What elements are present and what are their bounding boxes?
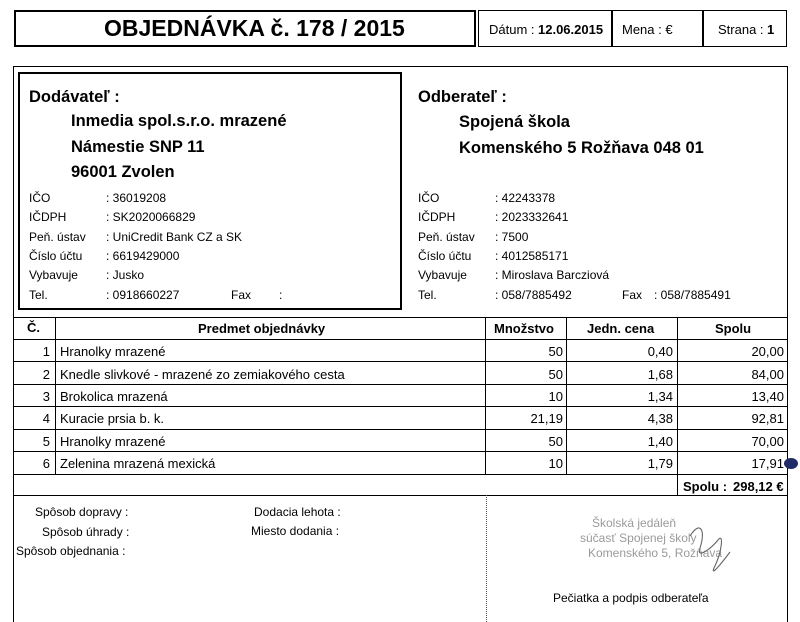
col-header-qty: Množstvo: [494, 321, 554, 336]
supplier-field-label: IČO: [29, 191, 51, 205]
supplier-field-label: IČDPH: [29, 210, 67, 224]
row-number: 2: [42, 367, 50, 382]
stamp-line: Komenského 5, Rožňava: [588, 546, 723, 560]
row-total: 84,00: [751, 367, 784, 382]
row-price: 1,34: [647, 389, 673, 404]
signature-label: Pečiatka a podpis odberateľa: [553, 591, 709, 605]
supplier-name: Inmedia spol.s.r.o. mrazené: [71, 112, 287, 130]
row-qty: 50: [548, 344, 563, 359]
sum-value: 298,12 €: [733, 479, 784, 494]
row-item: Hranolky mrazené: [60, 344, 166, 359]
supplier-field-label: Peň. ústav: [29, 230, 86, 244]
customer-field-label: Tel.: [418, 288, 437, 302]
customer-field-value: : 2023332641: [495, 210, 569, 224]
row-price: 1,68: [647, 367, 673, 382]
supplier-field-value: : UniCredit Bank CZ a SK: [106, 230, 243, 244]
supplier-city: 96001 Zvolen: [71, 163, 175, 181]
customer-field-label: Peň. ústav: [418, 230, 475, 244]
page-label: Strana :: [718, 22, 764, 37]
row-number: 6: [42, 456, 50, 471]
customer-field-label: Číslo účtu: [418, 249, 472, 263]
customer-field-value: : 058/7885492: [495, 288, 572, 302]
row-qty: 10: [548, 456, 563, 471]
supplier-field-value: : 6619429000: [106, 249, 180, 263]
customer-heading: Odberateľ :: [418, 88, 507, 106]
transport-label: Spôsob dopravy :: [35, 505, 129, 519]
row-item: Knedle slivkové - mrazené zo zemiakového cesta: [60, 367, 345, 382]
customer-field-label: Vybavuje: [418, 268, 467, 282]
supplier-field-value: : SK2020066829: [106, 210, 196, 224]
row-number: 3: [42, 389, 50, 404]
row-item: Zelenina mrazená mexická: [60, 456, 216, 471]
row-number: 4: [42, 411, 50, 426]
stamp-line: Školská jedáleň: [592, 516, 677, 530]
row-total: 20,00: [751, 344, 784, 359]
customer-field-value: : 7500: [495, 230, 529, 244]
row-qty: 21,19: [530, 411, 563, 426]
supplier-field-label: Tel.: [29, 288, 48, 302]
row-total: 70,00: [751, 434, 784, 449]
row-total: 17,91: [751, 456, 784, 471]
page-value: 1: [767, 22, 775, 37]
row-total: 13,40: [751, 389, 784, 404]
date-label: Dátum :: [489, 22, 535, 37]
row-price: 0,40: [647, 344, 673, 359]
col-header-no: Č.: [27, 320, 40, 335]
supplier-field-value: : Jusko: [106, 268, 145, 282]
supplier-field-value: : 0918660227: [106, 288, 180, 302]
col-header-item: Predmet objednávky: [198, 321, 326, 336]
row-qty: 50: [548, 434, 563, 449]
supplier-field-label: Vybavuje: [29, 268, 78, 282]
delivery-time-label: Dodacia lehota :: [254, 505, 341, 519]
order-title: OBJEDNÁVKA č. 178 / 2015: [104, 15, 405, 41]
col-header-price: Jedn. cena: [587, 321, 655, 336]
row-price: 1,79: [647, 456, 673, 471]
row-total: 92,81: [751, 411, 784, 426]
payment-label: Spôsob úhrady :: [42, 525, 130, 539]
customer-field-label: IČO: [418, 191, 440, 205]
supplier-fax-label: Fax: [231, 288, 252, 302]
supplier-fax-value: :: [279, 288, 283, 302]
customer-field-value: : Miroslava Barcziová: [495, 268, 610, 282]
customer-name: Spojená škola: [459, 113, 570, 131]
row-qty: 50: [548, 367, 563, 382]
customer-field-label: IČDPH: [418, 210, 456, 224]
date-value: 12.06.2015: [538, 22, 604, 37]
row-item: Brokolica mrazená: [60, 389, 168, 404]
row-item: Kuracie prsia b. k.: [60, 411, 165, 426]
col-header-total: Spolu: [715, 321, 752, 336]
sum-label: Spolu :: [683, 479, 728, 494]
row-item: Hranolky mrazené: [60, 434, 166, 449]
supplier-heading: Dodávateľ :: [29, 88, 120, 106]
row-number: 1: [42, 344, 50, 359]
row-price: 1,40: [647, 434, 673, 449]
order-method-label: Spôsob objednania :: [16, 544, 126, 558]
supplier-field-value: : 36019208: [106, 191, 167, 205]
row-number: 5: [42, 434, 50, 449]
row-price: 4,38: [647, 411, 673, 426]
customer-address: Komenského 5 Rožňava 048 01: [459, 139, 704, 157]
customer-fax-value: : 058/7885491: [654, 288, 731, 302]
supplier-field-label: Číslo účtu: [29, 249, 83, 263]
supplier-street: Námestie SNP 11: [71, 138, 205, 156]
row-qty: 10: [548, 389, 563, 404]
delivery-place-label: Miesto dodania :: [251, 524, 340, 538]
stamp-line: súčasť Spojenej školy: [580, 531, 697, 545]
customer-fax-label: Fax: [622, 288, 643, 302]
customer-field-value: : 42243378: [495, 191, 556, 205]
currency-label: Mena : €: [622, 22, 673, 37]
customer-field-value: : 4012585171: [495, 249, 569, 263]
